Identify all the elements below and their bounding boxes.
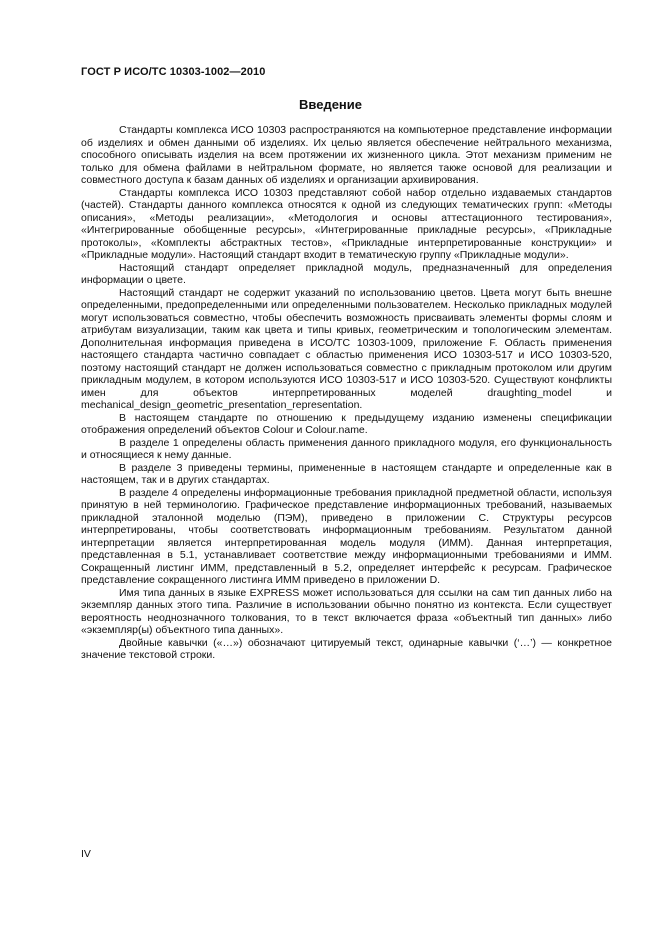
section-title: Введение: [299, 97, 362, 112]
paragraph: В разделе 4 определены информационные требования прикладной предметной области, используя принятую в ней терминологию. Графическое представление информационных требований, называемых прикладной эталонной моделью (ПЭМ), приведено в приложении С. Структуры ресурсов интерпретированы, чтобы соответствовать информационным требованиям. Результатом данной интерпретации является интерпретированная модель модуля (ИММ). Данная интерпретация, представленная в 5.1, устанавливает соответствие между информационными требованиями и ИММ. Сокращенный листинг ИММ, представленный в 5.2, определяет интерфейс к ресурсам. Графическое представление сокращенного листинга ИММ приведено в приложении D.: [81, 486, 612, 586]
document-header: ГОСТ Р ИСО/ТС 10303-1002—2010: [81, 66, 266, 78]
paragraph: В настоящем стандарте по отношению к предыдущему изданию изменены спецификации отображения определений объектов Colour и Colour.name.: [81, 411, 612, 436]
page-number: IV: [81, 848, 91, 860]
paragraph: В разделе 1 определены область применения данного прикладного модуля, его функциональность и относящиеся к нему данные.: [81, 436, 612, 461]
paragraph: Двойные кавычки («…») обозначают цитируемый текст, одинарные кавычки (‘…’) — конкретное значение текстовой строки.: [81, 636, 612, 661]
paragraph: Имя типа данных в языке EXPRESS может использоваться для ссылки на сам тип данных либо на экземпляр данных этого типа. Различие в использовании обычно понятно из контекста. Если существует вероятность неоднозначного толкования, то в текст включается фраза «объектный тип данных» либо «экземпляр(ы) объектного типа данных».: [81, 586, 612, 636]
paragraph: Стандарты комплекса ИСО 10303 представляют собой набор отдельно издаваемых стандартов (частей). Стандарты данного комплекса относятся к одной из следующих тематических групп: «Методы описания», «Методы реализации», «Методология и основы аттестационного тестирования», «Интегрированные обобщенные ресурсы», «Интегрированные прикладные ресурсы», «Прикладные протоколы», «Комплекты абстрактных тестов», «Прикладные интерпретированные конструкции» и «Прикладные модули». Настоящий стандарт входит в тематическую группу «Прикладные модули».: [81, 186, 612, 261]
paragraph: Стандарты комплекса ИСО 10303 распространяются на компьютерное представление информации об изделиях и обмен данными об изделиях. Их целью является обеспечение нейтрального механизма, способного описывать изделия на всем протяжении их жизненного цикла. Этот механизм применим не только для обмена файлами в нейтральном формате, но является также основой для реализации и совместного доступа к базам данных об изделиях и организации архивирования.: [81, 124, 612, 186]
paragraph: В разделе 3 приведены термины, примененные в настоящем стандарте и определенные как в настоящем, так и в других стандартах.: [81, 461, 612, 486]
paragraph: Настоящий стандарт не содержит указаний по использованию цветов. Цвета могут быть внешне определенными, предопределенными или определенными пользователем. Несколько прикладных модулей могут использоваться совместно, чтобы обеспечить возможность присваивать элементы формы слоям и атрибутам визуализации, таким как цвета и типы кривых, геометрическим и топологическим элементам. Дополнительная информация приведена в ИСО/ТС 10303-1009, приложение F. Область применения настоящего стандарта частично совпадает с областью применения ИСО 10303-517 и ИСО 10303-520, поэтому настоящий стандарт не должен использоваться совместно с прикладным протоколом или другим прикладным модулем, в котором используются ИСО 10303-517 и ИСО 10303-520. Существуют конфликты имен для объектов интерпретированных моделей draughting_model и mechanical_design_geometric_presentation_representation.: [81, 286, 612, 411]
paragraph: Настоящий стандарт определяет прикладной модуль, предназначенный для определения информации о цвете.: [81, 261, 612, 286]
body-text: [81, 124, 612, 662]
